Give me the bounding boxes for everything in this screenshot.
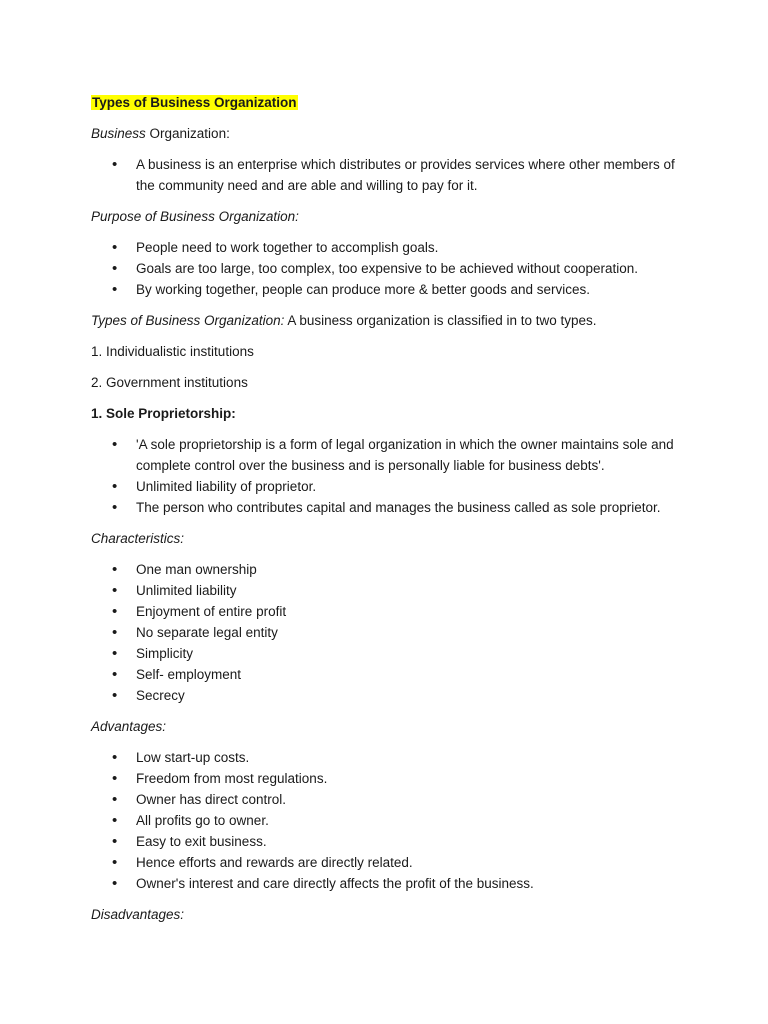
list-item: • People need to work together to accomplish goals. <box>91 237 691 258</box>
list-item: • Low start-up costs. <box>91 747 691 768</box>
advantages-heading: Advantages: <box>91 719 167 734</box>
list-item: • Owner has direct control. <box>91 789 691 810</box>
disadvantages-heading: Disadvantages: <box>91 907 185 922</box>
types-heading <box>91 310 691 331</box>
list-item: • Owner's interest and care directly affects the profit of the business. <box>91 873 691 894</box>
types-item-1: 1. Individualistic institutions <box>91 344 254 359</box>
document-title <box>91 92 691 113</box>
sole-proprietorship-list <box>91 434 691 518</box>
list-item: • Hence efforts and rewards are directly related. <box>91 852 691 873</box>
types-item-2: 2. Government institutions <box>91 375 248 390</box>
list-item: • 'A sole proprietorship is a form of legal organization in which the owner maintains sole and complete control over the business and is personally liable for business debts'. <box>91 434 691 476</box>
list-item: • Secrecy <box>91 685 691 706</box>
list-item: • Simplicity <box>91 643 691 664</box>
heading-italic-part: Types of Business Organization: <box>91 313 285 328</box>
advantages-list <box>91 747 691 894</box>
highlighted-title: Types of Business Organization <box>92 95 297 110</box>
list-item: • Unlimited liability of proprietor. <box>91 476 691 497</box>
business-organization-list <box>91 154 691 196</box>
list-item: • No separate legal entity <box>91 622 691 643</box>
list-item: • Unlimited liability <box>91 580 691 601</box>
characteristics-heading: Characteristics: <box>91 531 185 546</box>
characteristics-list <box>91 559 691 706</box>
heading-italic-part: Business <box>91 126 146 141</box>
list-item: • One man ownership <box>91 559 691 580</box>
purpose-list <box>91 237 691 300</box>
list-item: • Enjoyment of entire profit <box>91 601 691 622</box>
list-item: • A business is an enterprise which distributes or provides services where other members of the community need and are able and willing to pay for it. <box>91 154 691 196</box>
list-item: • By working together, people can produce more & better goods and services. <box>91 279 691 300</box>
list-item: • The person who contributes capital and manages the business called as sole proprietor. <box>91 497 691 518</box>
list-item: • Goals are too large, too complex, too expensive to be achieved without cooperation. <box>91 258 691 279</box>
list-item: • Freedom from most regulations. <box>91 768 691 789</box>
heading-plain-part: Organization: <box>145 126 230 141</box>
document-content <box>91 92 691 925</box>
heading-plain-part: A business organization is classified in to two types. <box>284 313 597 328</box>
business-organization-heading <box>91 123 691 144</box>
list-item: • Easy to exit business. <box>91 831 691 852</box>
purpose-heading: Purpose of Business Organization: <box>91 209 299 224</box>
list-item: • Self- employment <box>91 664 691 685</box>
list-item: • All profits go to owner. <box>91 810 691 831</box>
sole-proprietorship-heading: 1. Sole Proprietorship: <box>91 406 236 421</box>
